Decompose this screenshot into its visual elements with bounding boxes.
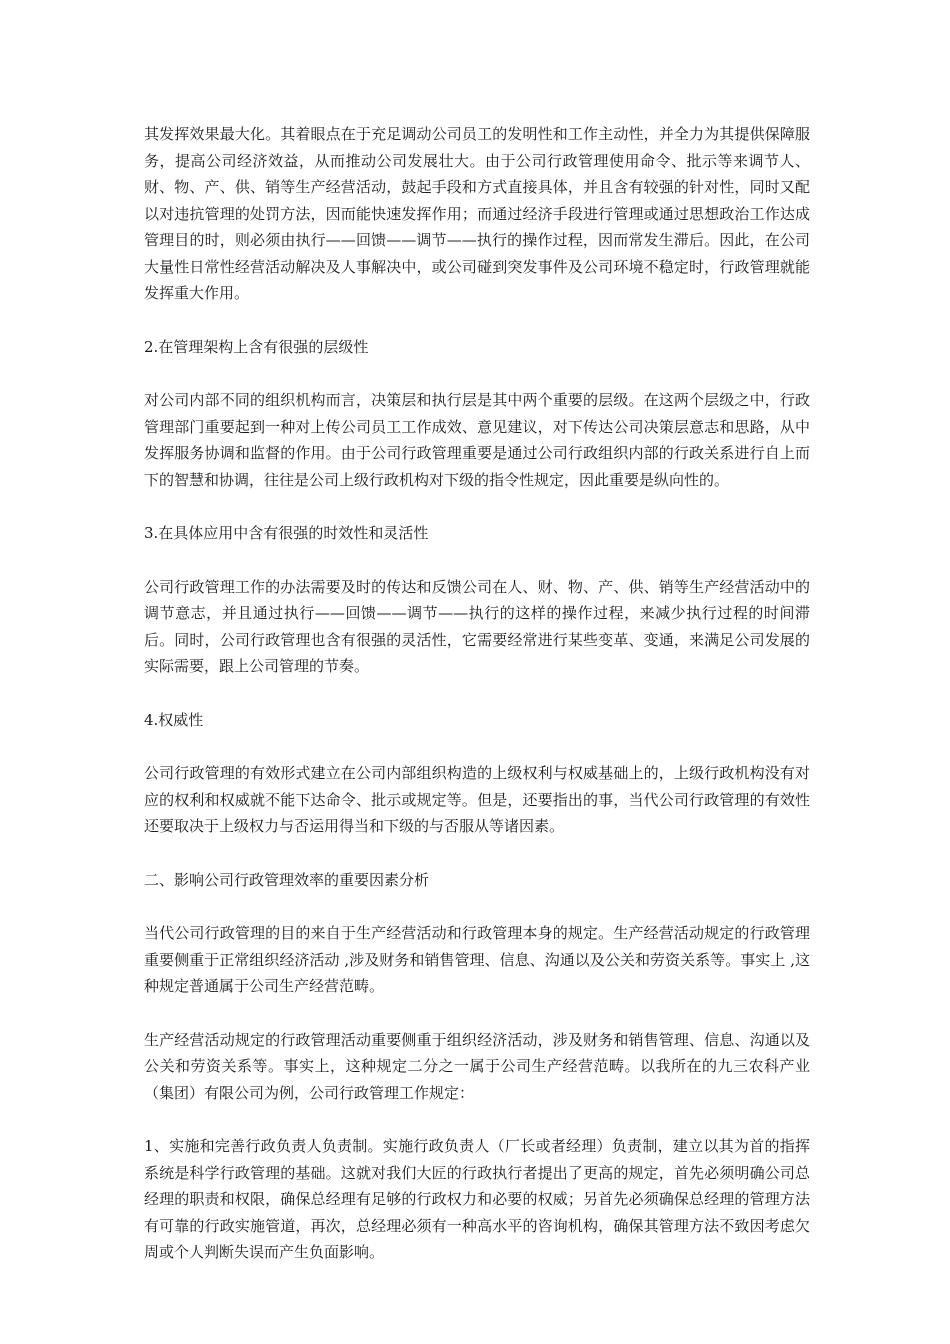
paragraph-timeliness-flexibility: 公司行政管理工作的办法需要及时的传达和反馈公司在人、财、物、产、供、销等生产经营活动中的调节意志，并且通过执行——回馈——调节——执行的这样的操作过程，来减少执行过程的时间滞后。同时，公司行政管理也含有很强的灵活性，它需要经常进行某些变革、变通，来满足公司发展的实际需要，跟上公司管理的节奏。	[144, 577, 810, 675]
heading-efficiency-factors: 二、影响公司行政管理效率的重要因素分析	[144, 870, 430, 889]
paragraph-management-goals: 当代公司行政管理的目的来自于生产经营活动和行政管理本身的规定。生产经营活动规定的行政管理重要侧重于正常组织经济活动 ,涉及财务和销售管理、信息、沟通以及公关和劳资关系等。事实上 ,这种规定普通属于公司生产经营范畴。	[144, 924, 810, 995]
heading-timeliness-flexibility: 3.在具体应用中含有很强的时效性和灵活性	[144, 524, 429, 542]
paragraph-responsibility-system: 1、实施和完善行政负责人负责制。实施行政负责人（厂长或者经理）负责制，建立以其为首的指挥系统是科学行政管理的基础。这就对我们大匠的行政执行者提出了更高的规定，首先必须明确公司总经理的职责和权限，确保总经理有足够的行政权力和必要的权威；另首先必须确保总经理的管理方法有可靠的行政实施管道，再次，总经理必须有一种高水平的咨询机构，确保其管理方法不致因考虑欠周或个人判断失误而产生负面影响。	[144, 1137, 810, 1261]
paragraph-company-example: 生产经营活动规定的行政管理活动重要侧重于组织经济活动，涉及财务和销售管理、信息、沟通以及公关和劳资关系等。事实上，这种规定二分之一属于公司生产经营范畴。以我所在的九三农科产业（集团）有限公司为例，公司行政管理工作规定：	[144, 1030, 810, 1102]
paragraph-authority: 公司行政管理的有效形式建立在公司内部组织构造的上级权利与权威基础上的，上级行政机构没有对应的权利和权威就不能下达命令、批示或规定等。但是，还要指出的事，当代公司行政管理的有效性还要取决于上级权力与否运用得当和下级的与否服从等诸因素。	[144, 764, 810, 835]
heading-authority: 4.权威性	[144, 710, 204, 729]
heading-hierarchy: 2.在管理架构上含有很强的层级性	[144, 337, 369, 356]
document-page	[144, 121, 810, 1293]
paragraph-hierarchy: 对公司内部不同的组织机构而言，决策层和执行层是其中两个重要的层级。在这两个层级之中，行政管理部门重要起到一种对上传公司员工工作成效、意见建议，对下传达公司决策层意志和思路，从中发挥服务协调和监督的作用。由于公司行政管理重要是通过公司行政组织内部的行政关系进行自上而下的智慧和协调，往往是公司上级行政机构对下级的指令性规定，因此重要是纵向性的。	[144, 391, 810, 489]
paragraph-effect-maximization: 其发挥效果最大化。其着眼点在于充足调动公司员工的发明性和工作主动性，并全力为其提供保障服务，提高公司经济效益，从而推动公司发展壮大。由于公司行政管理使用命令、批示等来调节人、财、物、产、供、销等生产经营活动，鼓起手段和方式直接具体，并且含有较强的针对性，同时又配以对违抗管理的处罚方法，因而能快速发挥作用；而通过经济手段进行管理或通过思想政治工作达成管理目的时，则必须由执行——回馈——调节——执行的操作过程，因而常发生滞后。因此，在公司大量性日常性经营活动解决及人事解决中，或公司碰到突发事件及公司环境不稳定时，行政管理就能发挥重大作用。	[144, 125, 810, 302]
